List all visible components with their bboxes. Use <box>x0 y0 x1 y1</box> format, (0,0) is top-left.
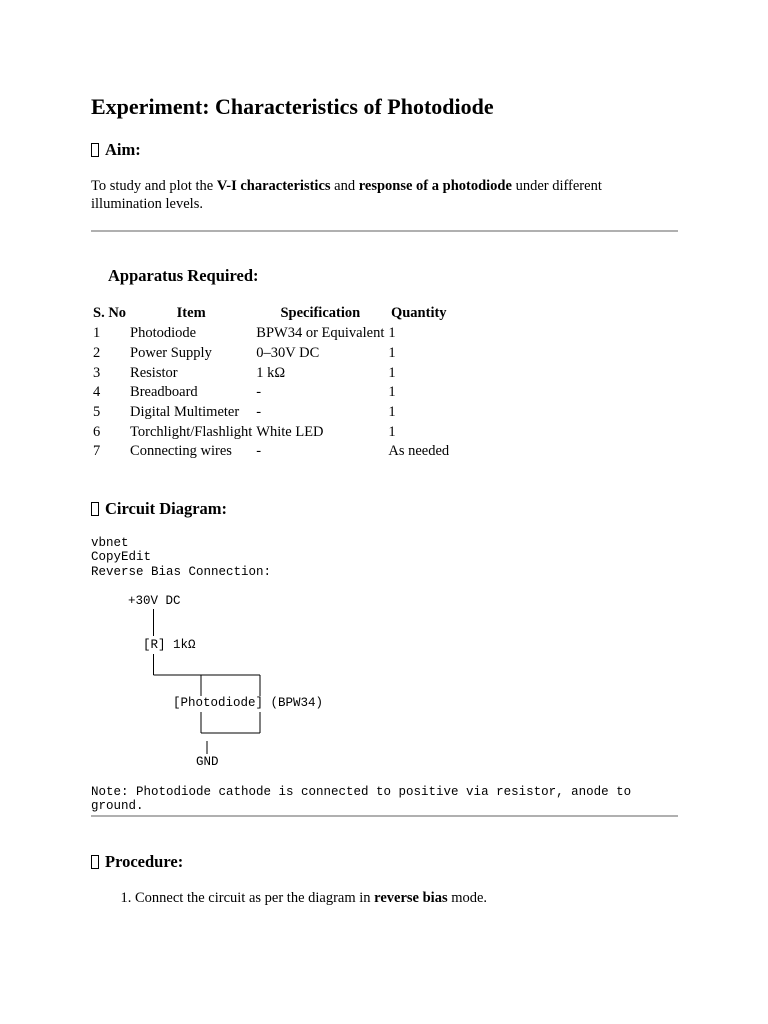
table-cell: As needed <box>388 443 450 460</box>
apparatus-table <box>91 303 451 462</box>
table-cell: 1 <box>388 384 396 401</box>
table-cell: 4 <box>93 384 101 401</box>
table-cell: 5 <box>93 404 101 421</box>
table-cell: 7 <box>93 443 101 460</box>
table-cell: 1 <box>388 404 396 421</box>
table-cell: Connecting wires <box>130 443 232 460</box>
table-cell: 1 <box>388 345 396 362</box>
table-row <box>91 422 451 442</box>
table-cell: 3 <box>93 364 101 381</box>
supply-label: +30V DC <box>128 594 181 608</box>
divider <box>91 815 678 817</box>
missing-glyph-icon <box>91 143 99 157</box>
aim-heading <box>91 140 141 160</box>
step-text: mode. <box>447 890 488 906</box>
table-row <box>91 403 451 423</box>
column-header: Specification <box>280 305 361 321</box>
divider <box>91 230 678 232</box>
table-cell: Breadboard <box>130 384 198 401</box>
circuit-heading <box>91 499 227 519</box>
table-header-row <box>91 303 451 324</box>
table-cell: 1 <box>388 423 396 440</box>
step-text: Connect the circuit as per the diagram in <box>135 890 375 906</box>
circuit-diagram <box>91 590 391 775</box>
table-cell: White LED <box>256 423 324 440</box>
aim-text-2: and <box>330 178 359 194</box>
resistor-label: [R] 1kΩ <box>143 638 196 652</box>
column-header: Item <box>176 305 206 321</box>
table-cell: Torchlight/Flashlight <box>130 423 253 440</box>
table-cell: BPW34 or Equivalent <box>256 325 385 342</box>
table-cell: 1 <box>93 325 101 342</box>
apparatus-heading: Apparatus Required: <box>108 266 259 285</box>
aim-paragraph <box>91 177 651 213</box>
table-cell: Digital Multimeter <box>130 404 240 421</box>
table-cell: 2 <box>93 345 101 362</box>
table-cell: 0–30V DC <box>256 345 320 362</box>
step-bold: reverse bias <box>374 890 448 906</box>
table-cell: Resistor <box>130 364 178 381</box>
table-cell: Photodiode <box>130 325 197 342</box>
table-row <box>91 363 451 383</box>
table-row <box>91 324 451 344</box>
copy-edit-button[interactable]: CopyEdit <box>91 550 152 564</box>
ground-label: GND <box>196 755 219 769</box>
table-cell: 1 <box>388 364 396 381</box>
missing-glyph-icon <box>91 855 99 869</box>
aim-heading-label: Aim: <box>105 140 141 159</box>
aim-bold-1: V-I characteristics <box>216 178 331 194</box>
column-header: S. No <box>93 305 127 321</box>
column-header: Quantity <box>390 305 447 321</box>
table-row <box>91 344 451 364</box>
aim-bold-2: response of a photodiode <box>358 178 512 194</box>
list-item <box>135 889 487 907</box>
table-cell: - <box>256 384 262 401</box>
procedure-heading-label: Procedure: <box>105 852 184 871</box>
table-row <box>91 442 451 462</box>
table-cell: 6 <box>93 423 101 440</box>
table-row <box>91 383 451 403</box>
code-title: Reverse Bias Connection: <box>91 565 272 579</box>
missing-glyph-icon <box>91 502 99 516</box>
table-cell: Power Supply <box>130 345 212 362</box>
circuit-heading-label: Circuit Diagram: <box>105 499 228 518</box>
procedure-heading <box>91 852 183 872</box>
procedure-list <box>91 889 487 907</box>
table-cell: 1 <box>388 325 396 342</box>
aim-text-3: under different illumination levels. <box>91 178 602 212</box>
aim-text-1: To study and plot the <box>91 178 217 194</box>
photodiode-label: [Photodiode] (BPW34) <box>173 696 324 710</box>
table-cell: - <box>256 404 262 421</box>
circuit-note: Note: Photodiode cathode is connected to positive via resistor, anode to ground. <box>91 785 632 814</box>
circuit-wires <box>91 590 391 775</box>
code-language-label: vbnet <box>91 536 129 550</box>
table-cell: 1 kΩ <box>256 364 286 381</box>
table-cell: - <box>256 443 262 460</box>
page-title: Experiment: Characteristics of Photodiode <box>91 94 494 119</box>
